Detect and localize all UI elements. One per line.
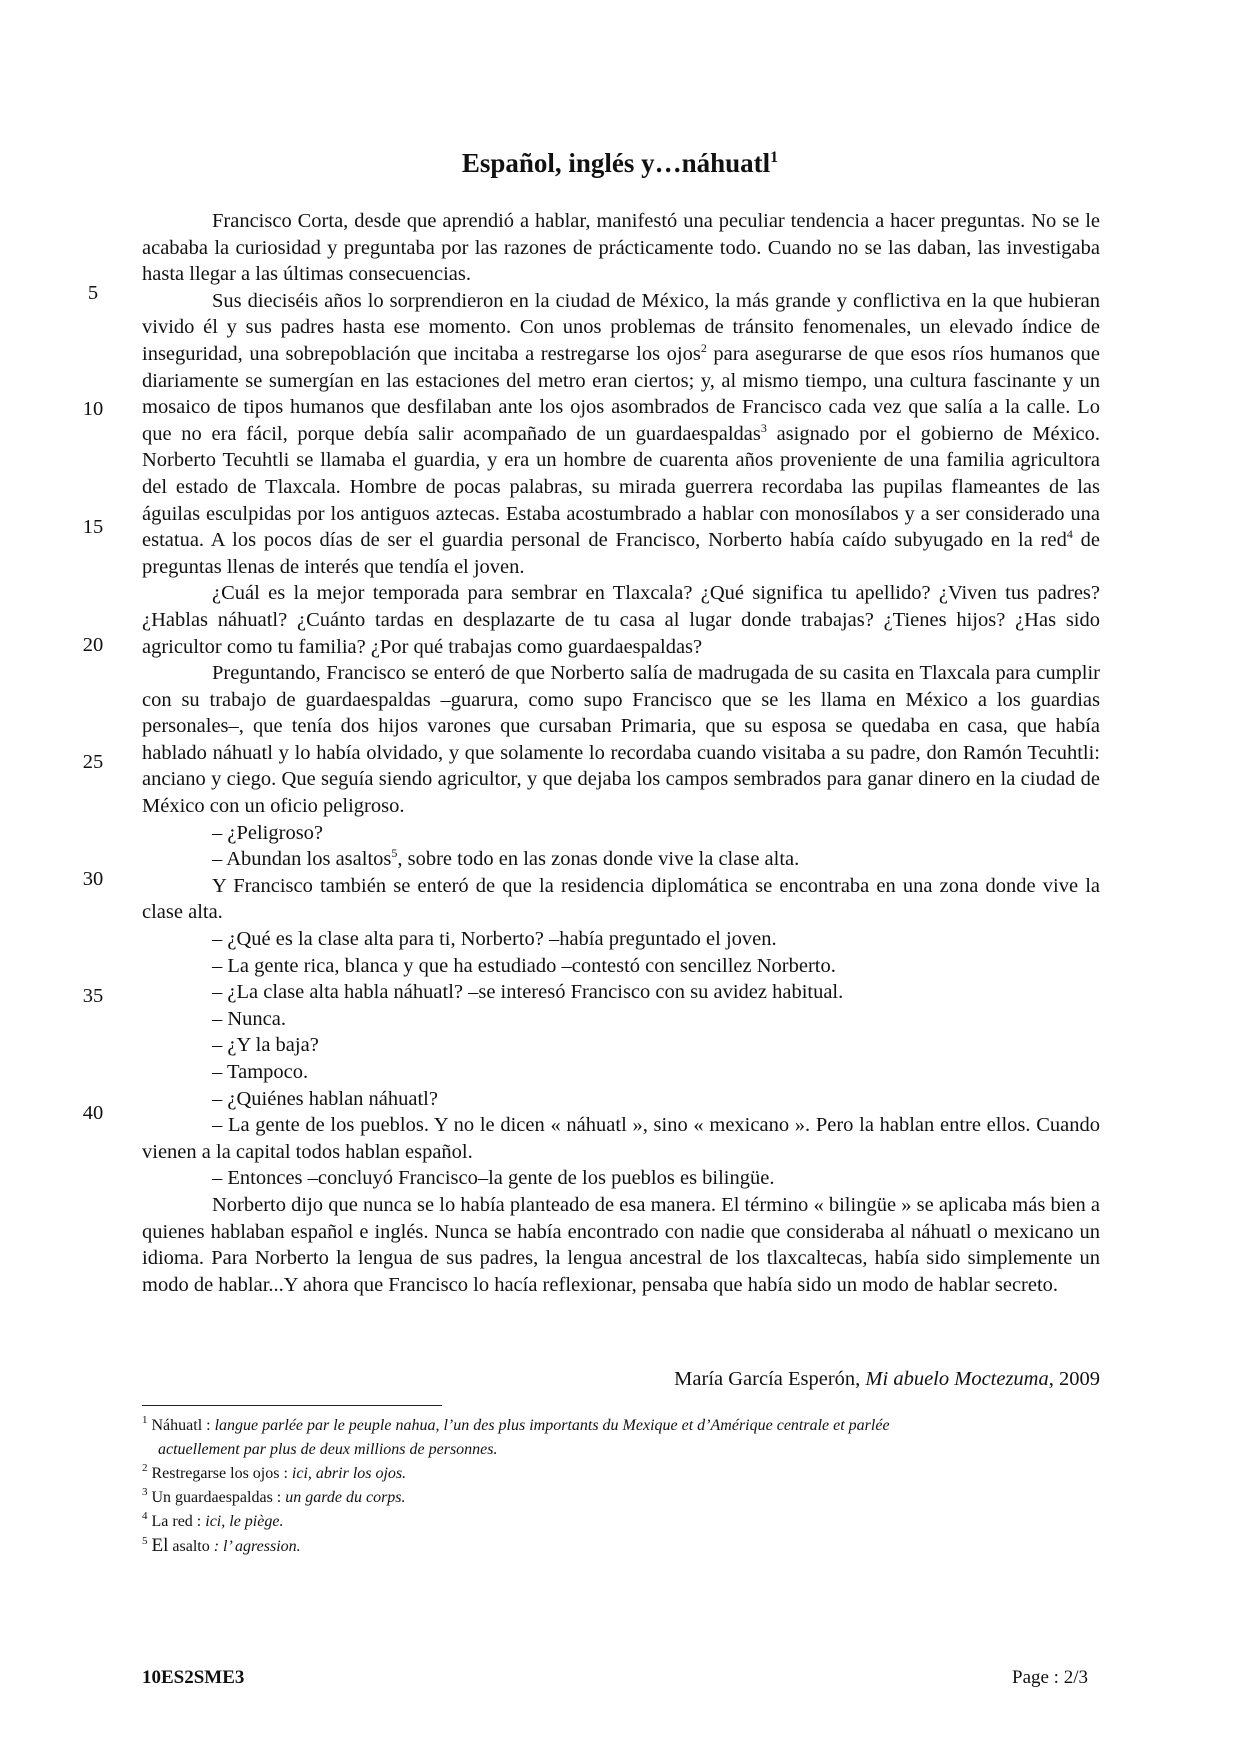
line-number-20: 20 — [82, 634, 104, 656]
dialogue-line: – La gente de los pueblos. Y no le dicen « náhuatl », sino « mexicano ». Pero la hablan entre ellos. Cuando vienen a la capital todos hablan español. — [142, 1114, 1100, 1163]
dialogue-line: – ¿Quiénes hablan náhuatl? — [212, 1087, 438, 1110]
line-number-30: 30 — [82, 868, 104, 890]
footnote-ref-4: 4 — [1066, 527, 1073, 542]
footnote-5: $^5$ El asalto : l’ agression. — [142, 1535, 301, 1556]
dialogue-line: – Entonces –concluyó Francisco–la gente de los pueblos es bilingüe. — [212, 1167, 775, 1190]
paragraph-2: Sus dieciséis años lo sorprendieron en la ciudad de México, la más grande y conflictiva en la que hubieran vivido él y sus padres hasta ese momento. Con unos problemas de tránsito fenomenales, un elevado índice de inseguridad, una sobrepoblación que incitaba a restregarse los ojos$^2$ para asegurarse de que esos ríos humanos que diariamente se sumergían en las estaciones del metro eran ciertos; y, al mismo tiempo, una cultura fascinante y un mosaico de tipos humanos que desfilaban ante los ojos asombrados de Francisco cada vez que salía a la calle. Lo que no era fácil, porque debía salir acompañado de un guardaespaldas$^3$ asignado por el gobierno de México. Norberto Tecuhtli se llamaba el guardia, y era un hombre de cuarenta años proveniente de una familia agricultora del estado de Tlaxcala. Hombre de pocas palabras, su mirada guerrera recordaba las pupilas flameantes de las águilas esculpidas por los antiguos aztecas. Estaba acostumbrado a hablar con monosílabos y a ser considerado una estatua. A los pocos días de ser el guardia personal de Francisco, Norberto había caído subyugado en la red$^4$ de preguntas llenas de interés que tendía el joven. — [142, 289, 1100, 578]
line-number-15: 15 — [82, 516, 104, 538]
story-text — [142, 208, 1100, 1298]
paragraph-4: Preguntando, Francisco se enteró de que Norberto salía de madrugada de su casita en Tlaxcala para cumplir con su trabajo de guardaespaldas –guarura, como supo Francisco que se les llama en México a los guardias personales–, que tenía dos hijos varones que cursaban Primaria, que su esposa se quedaba en casa, que había hablado náhuatl y lo había olvidado, y que solamente lo recordaba cuando visitaba a su padre, don Ramón Tecuhtli: anciano y ciego. Que seguía siendo agricultor, y que dejaba los campos sembrados para ganar dinero en la ciudad de México con un oficio peligroso. — [142, 662, 1100, 818]
paragraph-1: Francisco Corta, desde que aprendió a hablar, manifestó una peculiar tendencia a hacer preguntas. No se le acababa la curiosidad y preguntaba por las razones de prácticamente todo. Cuando no se las daban, las investigaba hasta llegar a las últimas consecuencias. — [142, 210, 1100, 286]
footnote-3: $^3$ Un guardaespaldas : un garde du corps. — [142, 1486, 406, 1506]
footnote-2: $^2$ Restregarse los ojos : ici, abrir los ojos. — [142, 1462, 407, 1482]
footnote-ref-3: 3 — [760, 420, 767, 435]
dialogue-line: – La gente rica, blanca y que ha estudiado –contestó con sencillez Norberto. — [212, 954, 836, 977]
source-attribution: María García Esperón, Mi abuelo Moctezuma, 2009 — [674, 1368, 1100, 1390]
footnote-ref-2: 2 — [700, 340, 707, 355]
document-title: Español, inglés y…náhuatl$^1$ — [461, 148, 779, 178]
page-number: Page : 2/3 — [1012, 1667, 1088, 1688]
footnote-4: $^4$ La red : ici, le piège. — [142, 1510, 284, 1530]
dialogue-line: – ¿La clase alta habla náhuatl? –se interesó Francisco con su avidez habitual. — [212, 981, 844, 1004]
paragraph-3: ¿Cuál es la mejor temporada para sembrar en Tlaxcala? ¿Qué significa tu apellido? ¿Viven tus padres? ¿Hablas náhuatl? ¿Cuánto tardas en desplazarte de tu casa al lugar donde trabajas? ¿Tienes hijos? ¿Has sido agricultor como tu familia? ¿Por qué trabajas como guardaespaldas? — [142, 582, 1100, 658]
paragraph-5: Y Francisco también se enteró de que la residencia diplomática se encontraba en una zona donde vive la clase alta. — [142, 874, 1100, 924]
dialogue-line: – Nunca. — [212, 1007, 287, 1030]
exam-code: 10ES2SME3 — [142, 1667, 245, 1688]
book-title: Mi abuelo Moctezuma — [865, 1368, 1049, 1390]
footnote-1: $^1$ Náhuatl : langue parlée par le peuple nahua, l’un des plus importants du Mexique et d’Amérique centrale et parlée actuellement par plus de deux millions de personnes. — [142, 1414, 890, 1458]
footnote-divider — [142, 1405, 442, 1406]
paragraph-6: Norberto dijo que nunca se lo había planteado de esa manera. El término « bilingüe » se aplicaba más bien a quienes hablaban español e inglés. Nunca se había encontrado con nadie que consideraba al náhuatl o mexicano un idioma. Para Norberto la lengua de sus padres, la lengua ancestral de los tlaxcaltecas, había sido simplemente un modo de hablar...Y ahora que Francisco lo hacía reflexionar, pensaba que había sido un modo de hablar secreto. — [142, 1193, 1100, 1296]
dialogue-line: – ¿Peligroso? — [212, 821, 324, 844]
line-number-25: 25 — [82, 751, 104, 773]
line-number-40: 40 — [82, 1102, 104, 1124]
footnotes — [142, 1414, 1100, 1559]
title-footnote-ref: 1 — [770, 149, 779, 166]
dialogue-line: – Abundan los asaltos$^5$, sobre todo en las zonas donde vive la clase alta. — [212, 846, 800, 871]
line-number-35: 35 — [82, 985, 104, 1007]
line-number-10: 10 — [82, 398, 104, 420]
dialogue-line: – Tampoco. — [212, 1061, 309, 1083]
dialogue-line: – ¿Qué es la clase alta para ti, Norberto? –había preguntado el joven. — [212, 928, 777, 951]
line-number-5: 5 — [87, 282, 99, 304]
dialogue-line: – ¿Y la baja? — [212, 1034, 319, 1057]
footnote-ref-5: 5 — [391, 846, 398, 861]
